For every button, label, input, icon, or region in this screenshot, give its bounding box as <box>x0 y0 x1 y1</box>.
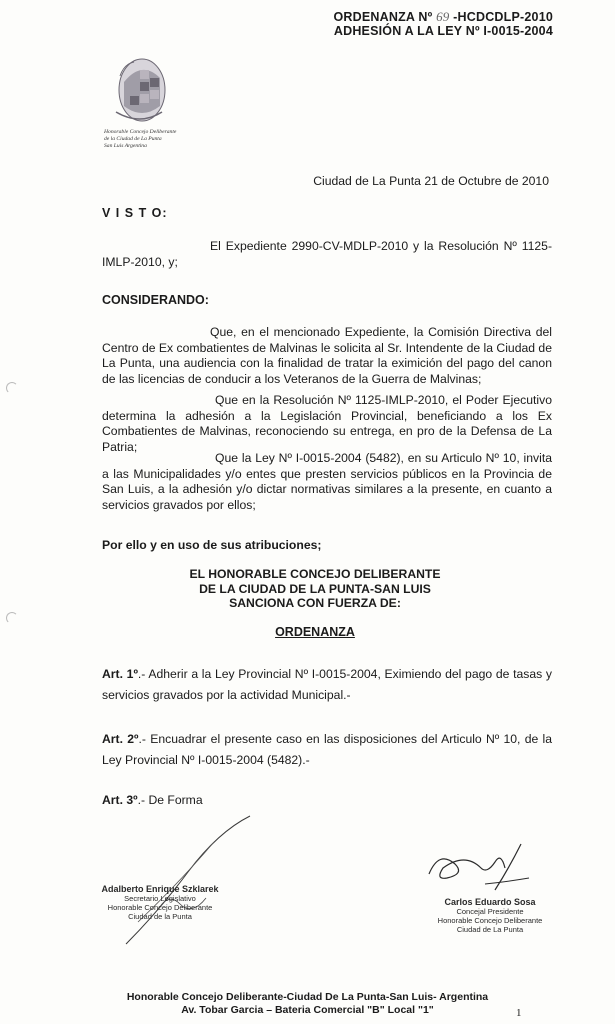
footer-address: Honorable Concejo Deliberante-Ciudad De La Punta-San Luis- Argentina Av. Tobar Garcia – Bateria Comercial "B" Local "1" <box>126 991 489 1016</box>
right-signature-icon <box>425 838 535 898</box>
article-1: Art. 1º.- Adherir a la Ley Provincial Nº I-0015-2004, Eximiendo del pago de tasas y servicios gravados por la actividad Municipal.- <box>102 667 552 702</box>
document-date: Ciudad de La Punta 21 de Octubre de 2010 <box>313 174 549 188</box>
visto-text: El Expediente 2990-CV-MDLP-2010 y la Resolución Nº 1125-IMLP-2010, y; <box>102 239 552 269</box>
considerando-paragraph-2: Que en la Resolución Nº 1125-IMLP-2010, el Poder Ejecutivo determina la adhesión a la Legislación Provincial, beneficiando a los Ex Combatientes de Malvinas, reconociendo su entrega, en pro de la Defensa de La Patria; <box>102 393 552 454</box>
left-signature-block: Adalberto Enrique Szklarek Secretario Legislativo Honorable Concejo Deliberante Ciudad de la Punta <box>101 884 219 921</box>
page-number: 1 <box>516 1007 522 1019</box>
atribuciones-text: Por ello y en uso de sus atribuciones; <box>102 538 322 552</box>
ordinance-number: ORDENANZA Nº 69 -HCDCDLP-2010 <box>333 9 553 24</box>
considerando-paragraph-3: Que la Ley Nº I-0015-2004 (5482), en su Articulo Nº 10, invita a las Municipalidades y/o entes que presten servicios públicos en la Provincia de San Luis, a la adhesión y/o dictar normativas similares a la presente, en cuanto a servicios gravados por ellos; <box>102 451 552 512</box>
considerando-paragraph-1: Que, en el mencionado Expediente, la Comisión Directiva del Centro de Ex combatientes de Malvinas le solicita al Sr. Intendente de la Ciudad de La Punta, una audiencia con la finalidad de tratar la eximición del pago del canon de las licencias de conducir a los Veteranos de la Guerra de Malvinas; <box>102 325 552 386</box>
considerando-heading: CONSIDERANDO: <box>102 293 209 307</box>
handwritten-number: 69 <box>436 9 450 24</box>
article-2: Art. 2º.- Encuadrar el presente caso en las disposiciones del Articulo Nº 10, de la Ley Provincial Nº I-0015-2004 (5482).- <box>102 732 552 767</box>
right-signature-block: Carlos Eduardo Sosa Concejal Presidente Honorable Concejo Deliberante Ciudad de La Punta <box>437 897 543 934</box>
margin-punch-mark <box>6 382 18 394</box>
council-logo-icon <box>110 56 168 128</box>
council-sanction: EL HONORABLE CONCEJO DELIBERANTE DE LA CIUDAD DE LA PUNTA-SAN LUIS SANCIONA CON FUERZA DE: <box>189 567 441 610</box>
ordenanza-title: ORDENANZA <box>275 625 355 639</box>
margin-punch-mark <box>6 612 18 624</box>
logo-caption: Honorable Concejo Deliberante de la Ciudad de La Punta San Luis Argentina <box>104 129 177 149</box>
article-3: Art. 3º.- De Forma <box>102 793 203 807</box>
visto-heading: V I S T O: <box>102 206 168 220</box>
left-signature-icon <box>118 812 258 952</box>
adhesion-title: ADHESIÓN A LA LEY Nº I-0015-2004 <box>333 24 553 38</box>
